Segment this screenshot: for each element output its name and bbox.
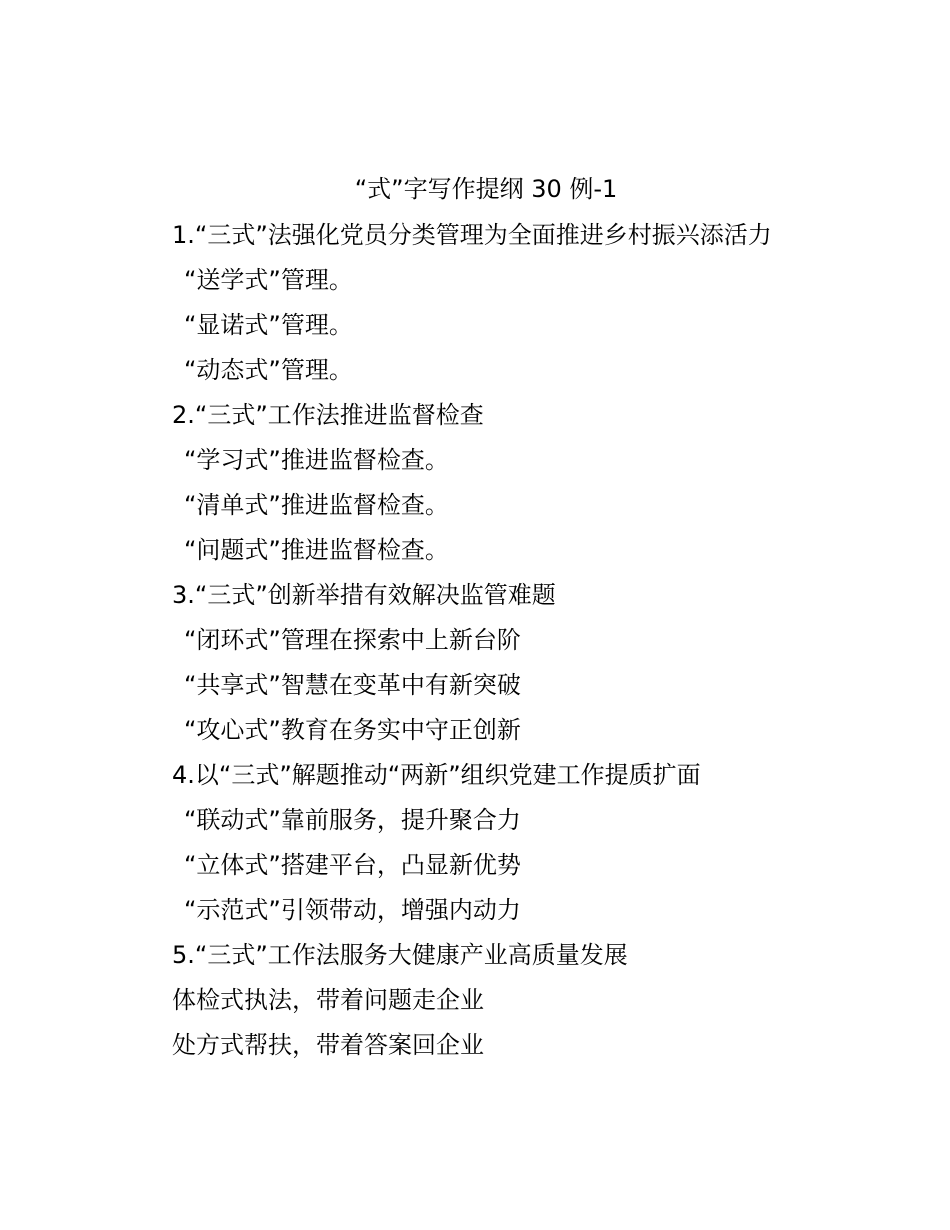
outline-item: “共享式”智慧在变革中有新突破 — [184, 671, 521, 699]
outline-heading-5: 5.“三式”工作法服务大健康产业高质量发展 — [172, 941, 628, 969]
outline-list — [172, 218, 872, 1073]
outline-item: “送学式”管理。 — [184, 266, 353, 294]
outline-item: “联动式”靠前服务，提升聚合力 — [184, 806, 521, 834]
outline-item: “示范式”引领带动，增强内动力 — [184, 896, 521, 924]
outline-item: “问题式”推进监督检查。 — [184, 536, 449, 564]
outline-heading-1: 1.“三式”法强化党员分类管理为全面推进乡村振兴添活力 — [172, 221, 772, 249]
outline-heading-4: 4.以“三式”解题推动“两新”组织党建工作提质扩面 — [172, 761, 701, 789]
outline-item: “闭环式”管理在探索中上新台阶 — [184, 626, 521, 654]
outline-item: “学习式”推进监督检查。 — [184, 446, 449, 474]
outline-item: 处方式帮扶，带着答案回企业 — [172, 1031, 484, 1059]
outline-item: “动态式”管理。 — [184, 356, 353, 384]
outline-item: 体检式执法，带着问题走企业 — [172, 986, 484, 1014]
outline-item: “清单式”推进监督检查。 — [184, 491, 449, 519]
outline-item: “攻心式”教育在务实中守正创新 — [184, 716, 521, 744]
document-title: “式”字写作提纲 30 例-1 — [354, 175, 618, 203]
outline-item: “显诺式”管理。 — [184, 311, 353, 339]
outline-heading-2: 2.“三式”工作法推进监督检查 — [172, 401, 484, 429]
outline-heading-3: 3.“三式”创新举措有效解决监管难题 — [172, 581, 556, 609]
outline-item: “立体式”搭建平台，凸显新优势 — [184, 851, 521, 879]
